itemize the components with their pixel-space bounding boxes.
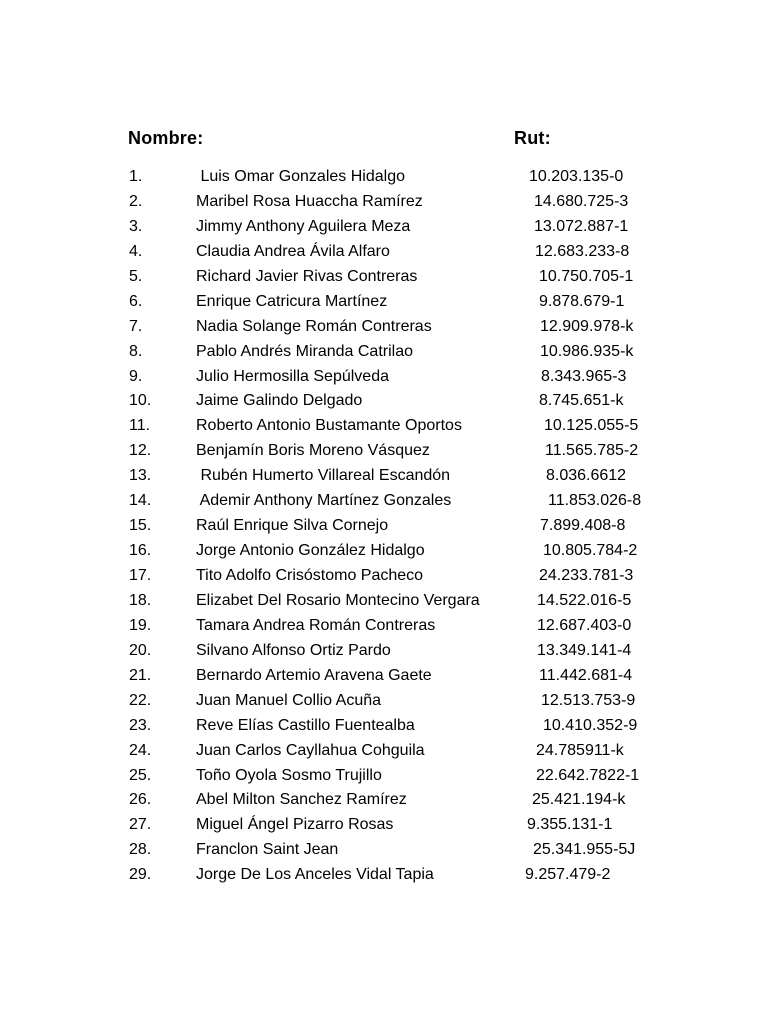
person-name: Juan Carlos Cayllahua Cohguila [196,741,425,759]
person-rut: 11.565.785-2 [545,442,639,460]
list-item [0,266,768,291]
list-item [0,665,768,690]
person-rut: 10.805.784-2 [543,542,638,560]
list-item [0,789,768,814]
list-item [0,715,768,740]
person-rut: 13.072.887-1 [534,217,629,235]
list-header [0,128,768,156]
list-item [0,440,768,465]
person-name: Pablo Andrés Miranda Catrilao [196,342,414,360]
person-name: Miguel Ángel Pizarro Rosas [196,816,394,834]
person-rut: 12.909.978-k [540,317,634,335]
person-name: Franclon Saint Jean [196,841,339,859]
item-number: 9. [129,367,143,385]
list-item [0,540,768,565]
item-number: 23. [129,716,152,734]
list-item [0,864,768,889]
item-number: 22. [129,691,152,709]
list-item [0,390,768,415]
person-rut: 13.349.141-4 [537,641,632,659]
item-number: 29. [129,866,152,884]
item-number: 8. [129,342,143,360]
person-name: Luis Omar Gonzales Hidalgo [196,168,405,185]
item-number: 3. [129,217,143,235]
list-item [0,490,768,515]
list-item [0,216,768,241]
person-rut: 9.257.479-2 [525,866,611,884]
item-number: 12. [129,442,152,460]
name-column-header: Nombre: [128,128,204,148]
person-rut: 9.355.131-1 [527,816,613,834]
person-rut: 8.036.6612 [546,467,627,485]
item-number: 13. [129,467,152,485]
person-rut: 11.853.026-8 [548,492,642,510]
list-item [0,316,768,341]
names-list [0,166,768,889]
person-rut: 10.750.705-1 [539,267,634,285]
list-item [0,765,768,790]
item-number: 5. [129,267,143,285]
person-name: Juan Manuel Collio Acuña [196,691,382,709]
list-item [0,291,768,316]
person-name: Tamara Andrea Román Contreras [196,616,436,634]
person-name: Julio Hermosilla Sepúlveda [196,367,389,385]
person-name: Tito Adolfo Crisóstomo Pacheco [196,567,424,584]
person-rut: 9.878.679-1 [539,292,625,310]
list-item [0,565,768,590]
person-rut: 8.745.651-k [539,392,624,410]
list-item [0,191,768,216]
person-name: Benjamín Boris Moreno Vásquez [196,442,430,460]
person-name: Abel Milton Sanchez Ramírez [196,791,407,809]
person-name: Jorge Antonio González Hidalgo [196,542,425,560]
item-number: 17. [129,567,152,584]
person-name: Nadia Solange Román Contreras [196,317,432,335]
person-name: Raúl Enrique Silva Cornejo [196,517,389,535]
person-name: Reve Elías Castillo Fuentealba [196,716,415,734]
person-rut: 22.642.7822-1 [536,766,640,784]
list-item [0,166,768,191]
item-number: 28. [129,841,152,859]
item-number: 10. [129,392,152,410]
person-rut: 25.421.194-k [532,791,626,809]
person-name: Maribel Rosa Huaccha Ramírez [196,192,423,210]
person-name: Silvano Alfonso Ortiz Pardo [196,641,391,659]
item-number: 4. [129,242,143,260]
person-rut: 8.343.965-3 [541,367,627,385]
list-item [0,615,768,640]
person-rut: 10.125.055-5 [544,417,639,435]
item-number: 27. [129,816,152,834]
item-number: 19. [129,616,152,634]
list-item [0,690,768,715]
item-number: 6. [129,292,143,310]
person-rut: 12.513.753-9 [541,691,636,709]
item-number: 18. [129,591,152,609]
person-rut: 12.683.233-8 [535,242,630,260]
person-name: Bernardo Artemio Aravena Gaete [196,666,432,684]
item-number: 26. [129,791,152,809]
list-item [0,241,768,266]
list-item [0,415,768,440]
item-number: 25. [129,766,152,784]
item-number: 1. [129,168,143,185]
person-rut: 7.899.408-8 [540,517,626,535]
list-item [0,465,768,490]
item-number: 16. [129,542,152,560]
item-number: 14. [129,492,152,510]
list-item [0,341,768,366]
list-item [0,640,768,665]
person-rut: 10.986.935-k [540,342,634,360]
person-rut: 24.785911-k [536,741,624,759]
person-name: Toño Oyola Sosmo Trujillo [196,766,382,784]
person-rut: 10.410.352-9 [543,716,638,734]
item-number: 21. [129,666,152,684]
person-name: Claudia Andrea Ávila Alfaro [196,242,390,260]
person-name: Jaime Galindo Delgado [196,392,363,410]
list-item [0,590,768,615]
person-rut: 25.341.955-5J [533,841,636,859]
person-rut: 10.203.135-0 [529,168,624,185]
person-name: Richard Javier Rivas Contreras [196,267,418,285]
list-item [0,839,768,864]
list-item [0,740,768,765]
person-name: Rubén Humerto Villareal Escandón [196,467,451,485]
person-rut: 14.522.016-5 [537,591,632,609]
person-name: Jimmy Anthony Aguilera Meza [196,217,411,235]
person-name: Roberto Antonio Bustamante Oportos [196,417,462,435]
rut-column-header: Rut: [514,128,551,148]
list-item [0,515,768,540]
person-name: Enrique Catricura Martínez [196,292,388,310]
list-item [0,366,768,391]
item-number: 15. [129,517,152,535]
item-number: 7. [129,317,143,335]
item-number: 11. [129,417,151,435]
item-number: 2. [129,192,143,210]
person-rut: 11.442.681-4 [539,666,633,684]
person-name: Ademir Anthony Martínez Gonzales [196,492,452,510]
person-rut: 24.233.781-3 [539,567,634,584]
person-name: Elizabet Del Rosario Montecino Vergara [196,591,480,609]
item-number: 24. [129,741,152,759]
person-rut: 14.680.725-3 [534,192,629,210]
person-rut: 12.687.403-0 [537,616,632,634]
person-name: Jorge De Los Anceles Vidal Tapia [196,866,434,884]
list-item [0,814,768,839]
item-number: 20. [129,641,152,659]
